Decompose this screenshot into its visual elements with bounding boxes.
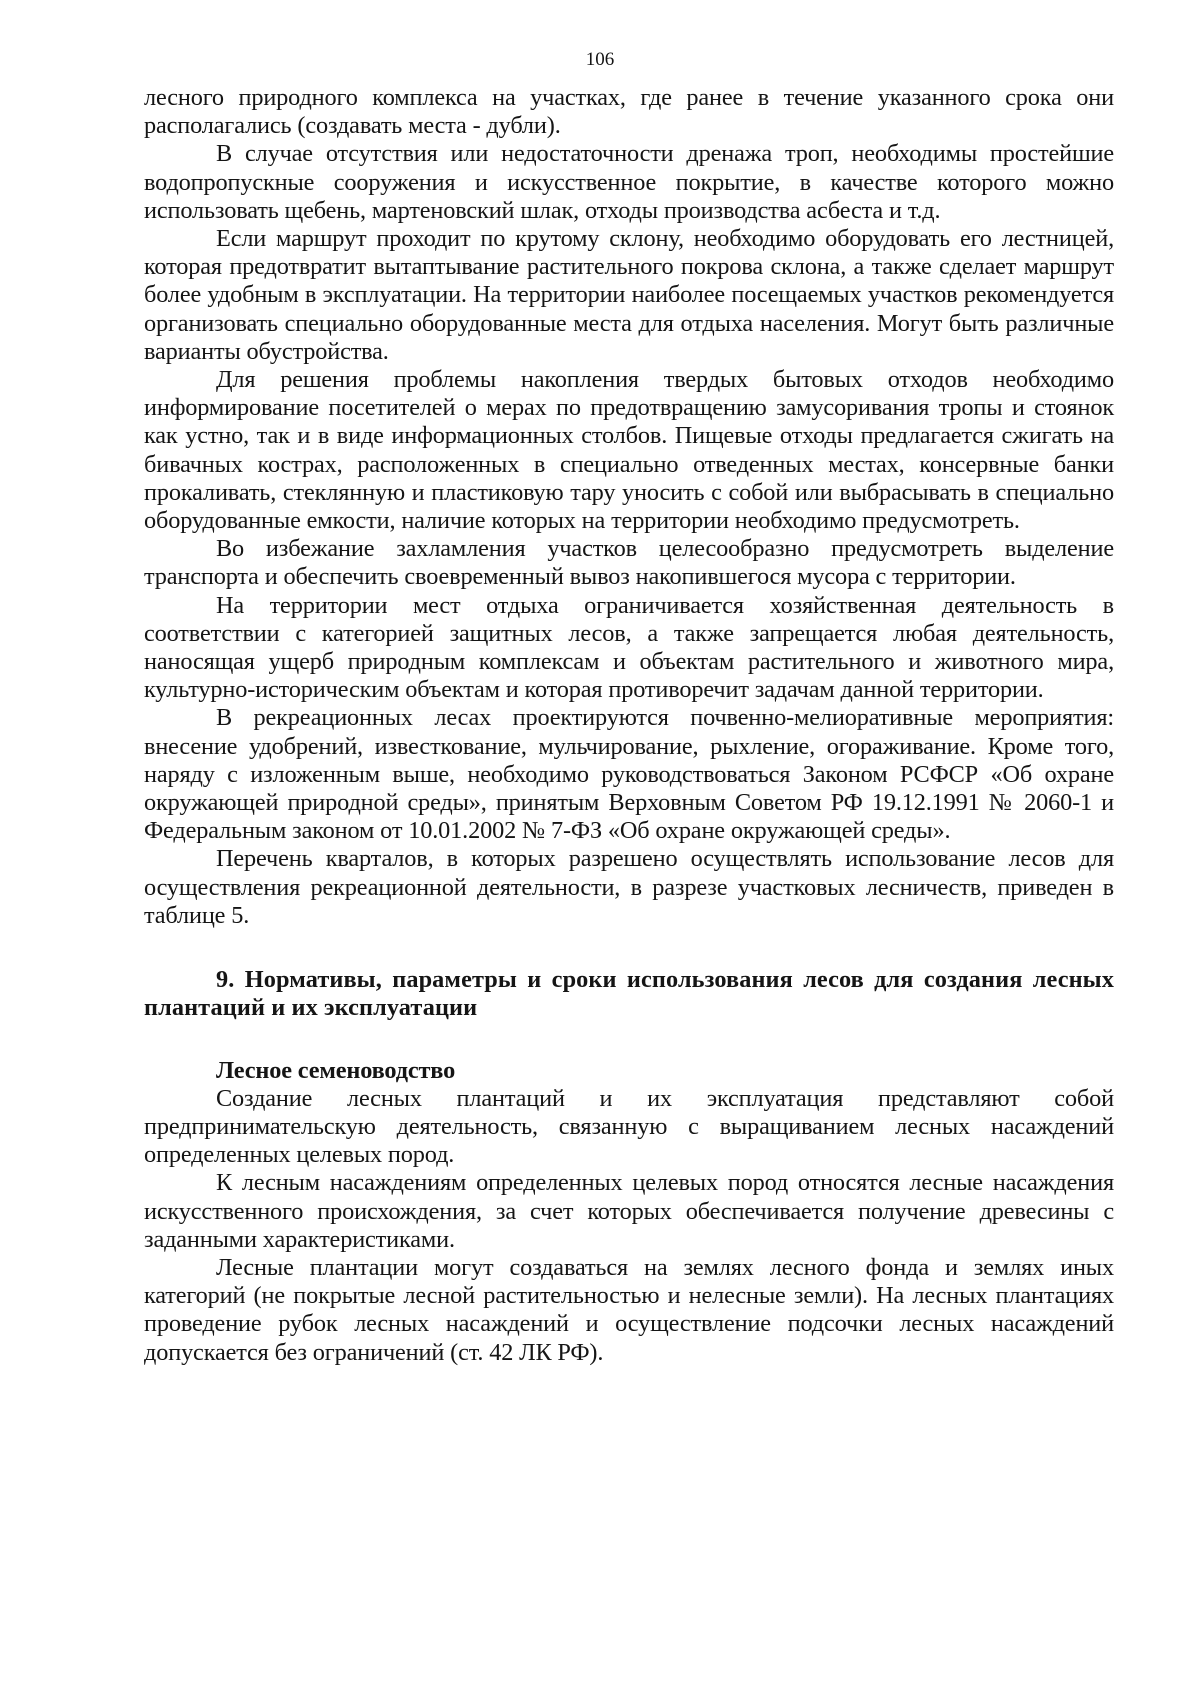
subsection-heading: Лесное семеноводство: [216, 1056, 456, 1084]
paragraph-litter-removal: Во избежание захламления участков целесообразно предусмотреть выделение транспорта и обеспечить своевременный вывоз накопившегося мусора с территории.: [144, 535, 1114, 591]
paragraph-plantations-definition: Создание лесных плантаций и их эксплуатация представляют собой предпринимательскую деятельность, связанную с выращиванием лесных насаждений определенных целевых пород.: [144, 1084, 1114, 1169]
paragraph-restrictions: На территории мест отдыха ограничивается хозяйственная деятельность в соответствии с категорией защитных лесов, а также запрещается любая деятельность, наносящая ущерб природным комплексам и объектам растительного и животного мира, культурно-историческим объектам и которая противоречит задачам данной территории.: [144, 591, 1114, 704]
document-body: [144, 84, 1114, 1367]
paragraph-quarter-list: Перечень кварталов, в которых разрешено осуществлять использование лесов для осуществления рекреационной деятельности, в разрезе участковых лесничеств, приведен в таблице 5.: [144, 845, 1114, 929]
paragraph-waste: Для решения проблемы накопления твердых бытовых отходов необходимо информирование посетителей о мерах по предотвращению замусоривания тропы и стоянок как устно, так и в виде информационных столбов. Пищевые отходы предлагается сжигать на бивачных кострах, расположенных в специально отведенных местах, консервные банки прокаливать, стеклянную и пластиковую тару уносить с собой или выбрасывать в специально оборудованные емкости, наличие которых на территории необходимо предусмотреть.: [144, 366, 1114, 535]
paragraph-steep-slope: Если маршрут проходит по крутому склону, необходимо оборудовать его лестницей, которая предотвратит вытаптывание растительного покрова склона, а также сделает маршрут более удобным в эксплуатации. На территории наиболее посещаемых участков рекомендуется организовать специально оборудованные места для отдыха населения. Могут быть различные варианты обустройства.: [144, 225, 1114, 365]
paragraph-target-species: К лесным насаждениям определенных целевых пород относятся лесные насаждения искусственного происхождения, за счет которых обеспечивается получение древесины с заданными характеристиками.: [144, 1169, 1114, 1253]
paragraph-drainage: В случае отсутствия или недостаточности дренажа троп, необходимы простейшие водопропускные сооружения и искусственное покрытие, в качестве которого можно использовать щебень, мартеновский шлак, отходы производства асбеста и т.д.: [144, 140, 1114, 224]
page-number: 106: [585, 49, 615, 70]
paragraph-soil-measures: В рекреационных лесах проектируются почвенно-мелиоративные мероприятия: внесение удобрений, известкование, мульчирование, рыхление, огораживание. Кроме того, наряду с изложенным выше, необходимо руководствоваться Законом РСФСР «Об охране окружающей природной среды», принятым Верховным Советом РФ 19.12.1991 № 2060-1 и Федеральным законом от 10.01.2002 № 7-ФЗ «Об охране окружающей среды».: [144, 704, 1114, 845]
paragraph-continuation: лесного природного комплекса на участках, где ранее в течение указанного срока они располагались (создавать места - дубли).: [144, 84, 1114, 140]
section-heading: 9. Нормативы, параметры и сроки использования лесов для создания лесных плантаций и их эксплуатации: [144, 966, 1114, 1022]
paragraph-plantation-lands: Лесные плантации могут создаваться на землях лесного фонда и землях иных категорий (не покрытые лесной растительностью и нелесные земли). На лесных плантациях проведение рубок лесных насаждений и осуществление подсочки лесных насаждений допускается без ограничений (ст. 42 ЛК РФ).: [144, 1253, 1114, 1366]
